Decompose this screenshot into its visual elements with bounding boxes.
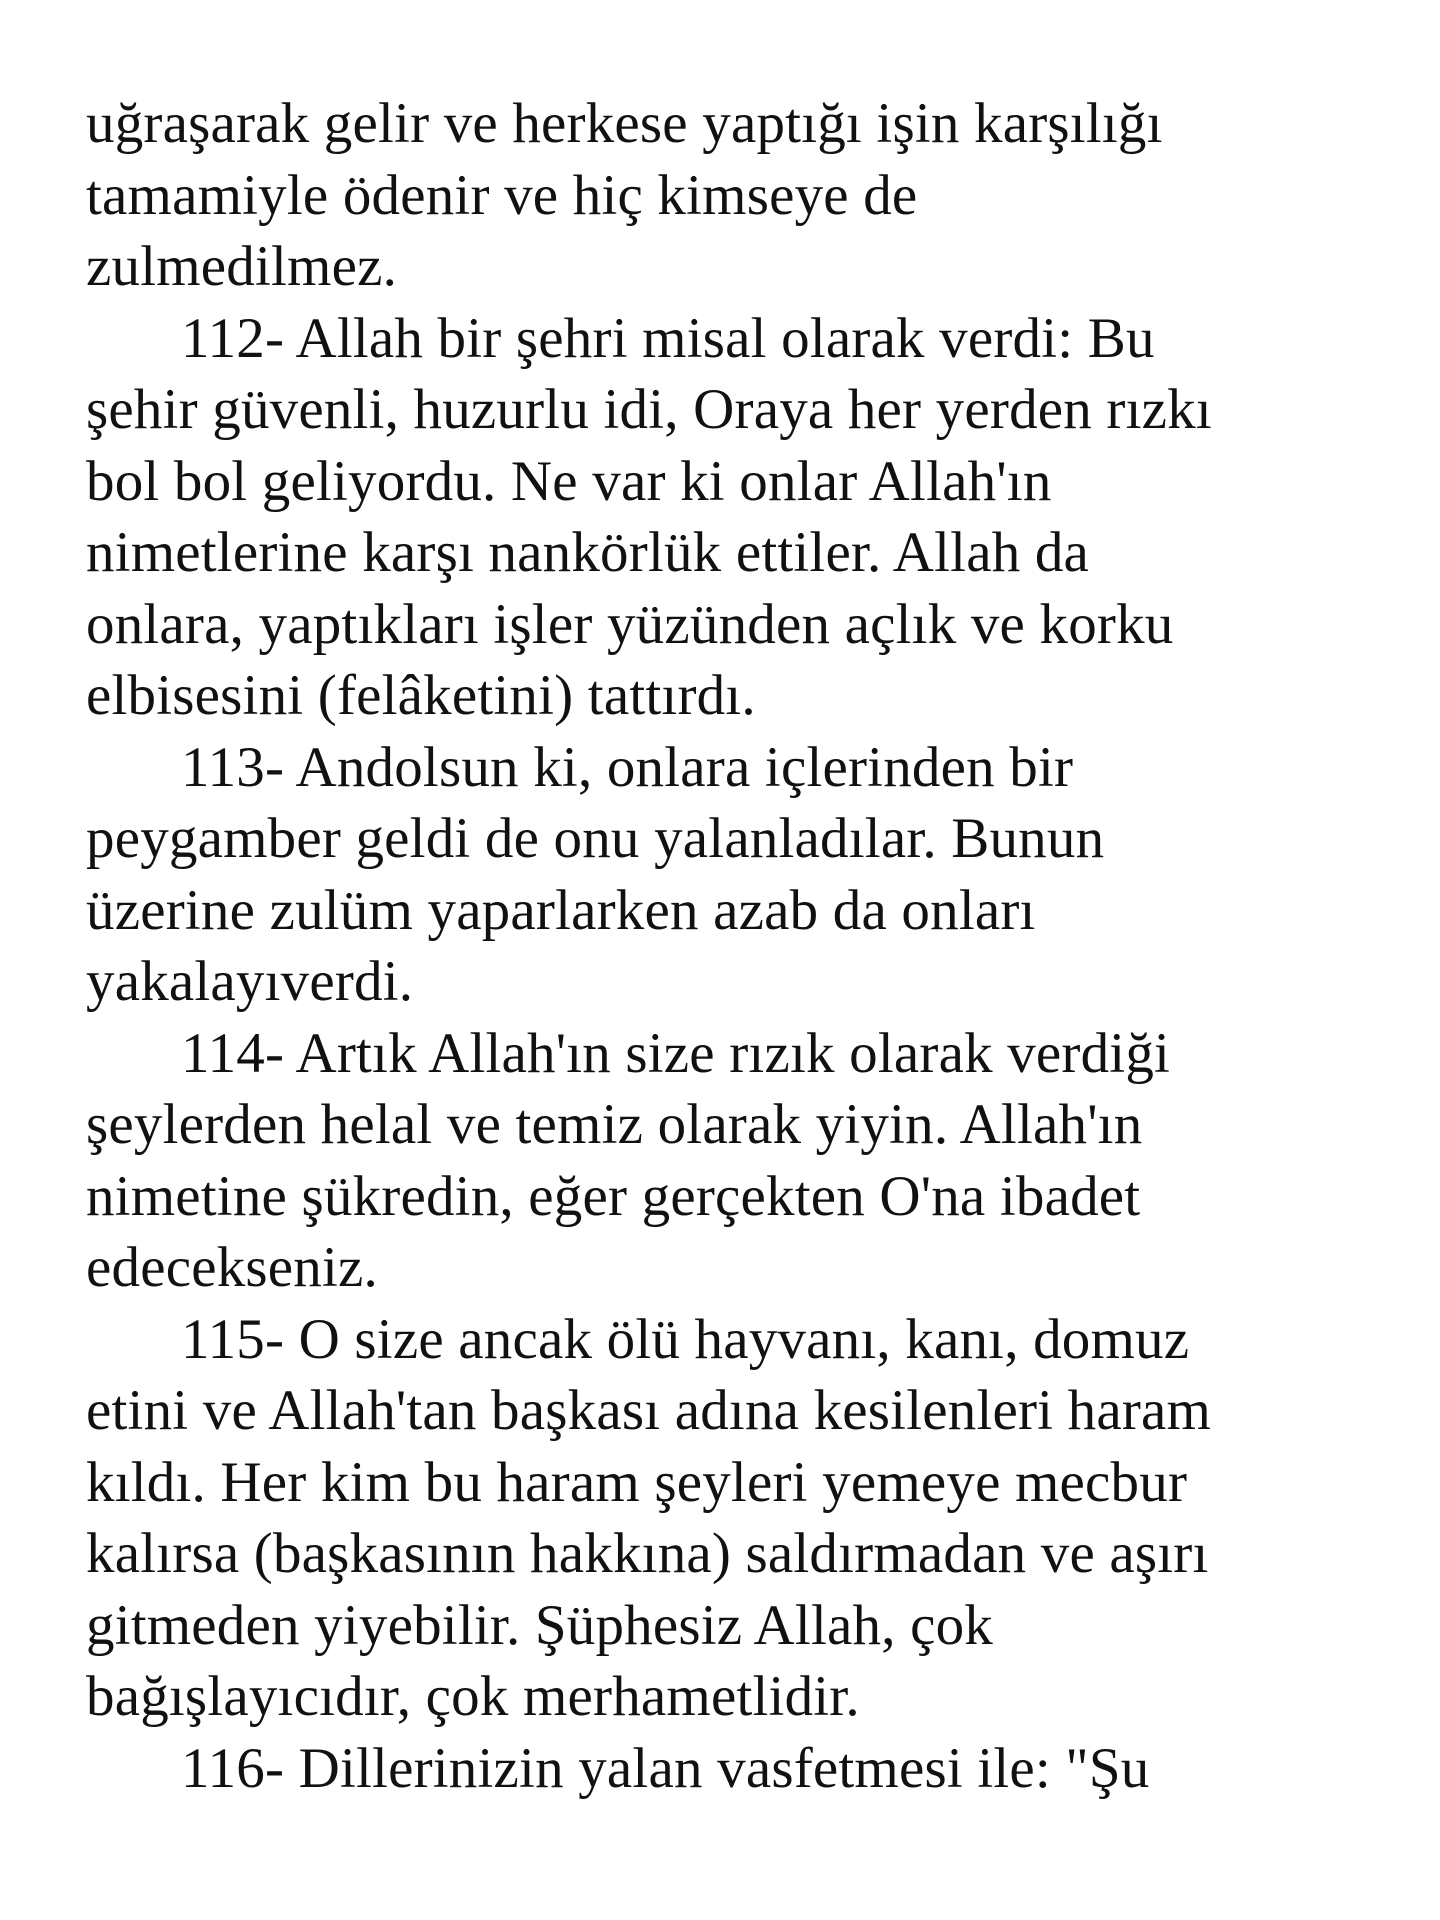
text-line: etini ve Allah'tan başkası adına kesilenleri haram	[86, 1379, 1212, 1442]
text-line: yakalayıverdi.	[86, 950, 414, 1013]
verse-start-line: 113- Andolsun ki, onlara içlerinden bir	[181, 735, 1074, 799]
text-line: onlara, yaptıkları işler yüzünden açlık ve korku	[86, 592, 1174, 656]
text-line: şehir güvenli, huzurlu idi, Oraya her yerden rızkı	[86, 378, 1212, 441]
text-line: bağışlayıcıdır, çok merhametlidir.	[86, 1665, 860, 1728]
text-line: kıldı. Her kim bu haram şeyleri yemeye mecbur	[86, 1450, 1188, 1514]
text-line: bol bol geliyordu. Ne var ki onlar Allah'ın	[86, 449, 1052, 513]
text-line: nimetlerine karşı nankörlük ettiler. Allah da	[86, 521, 1090, 584]
text-line: zulmedilmez.	[86, 235, 398, 298]
text-line: peygamber geldi de onu yalanladılar. Bunun	[86, 807, 1105, 870]
text-line: elbisesini (felâketini) tattırdı.	[86, 664, 756, 727]
text-line: gitmeden yiyebilir. Şüphesiz Allah, çok	[86, 1593, 993, 1657]
verse-start-line: 114- Artık Allah'ın size rızık olarak verdiği	[181, 1021, 1171, 1085]
text-line: kalırsa (başkasının hakkına) saldırmadan ve aşırı	[86, 1522, 1209, 1585]
document-page	[86, 88, 1416, 1804]
text-line: üzerine zulüm yaparlarken azab da onları	[86, 878, 1036, 942]
verse-start-line: 116- Dillerinizin yalan vasfetmesi ile: "Şu	[181, 1736, 1150, 1800]
text-line: tamamiyle ödenir ve hiç kimseye de	[86, 163, 918, 227]
verse-start-line: 112- Allah bir şehri misal olarak verdi: Bu	[181, 306, 1155, 370]
text-line: uğraşarak gelir ve herkese yaptığı işin karşılığı	[86, 92, 1163, 155]
text-line: edecekseniz.	[86, 1236, 378, 1299]
verse-start-line: 115- O size ancak ölü hayvanı, kanı, domuz	[181, 1307, 1190, 1371]
text-line: nimetine şükredin, eğer gerçekten O'na ibadet	[86, 1164, 1141, 1228]
text-line: şeylerden helal ve temiz olarak yiyin. Allah'ın	[86, 1093, 1143, 1156]
